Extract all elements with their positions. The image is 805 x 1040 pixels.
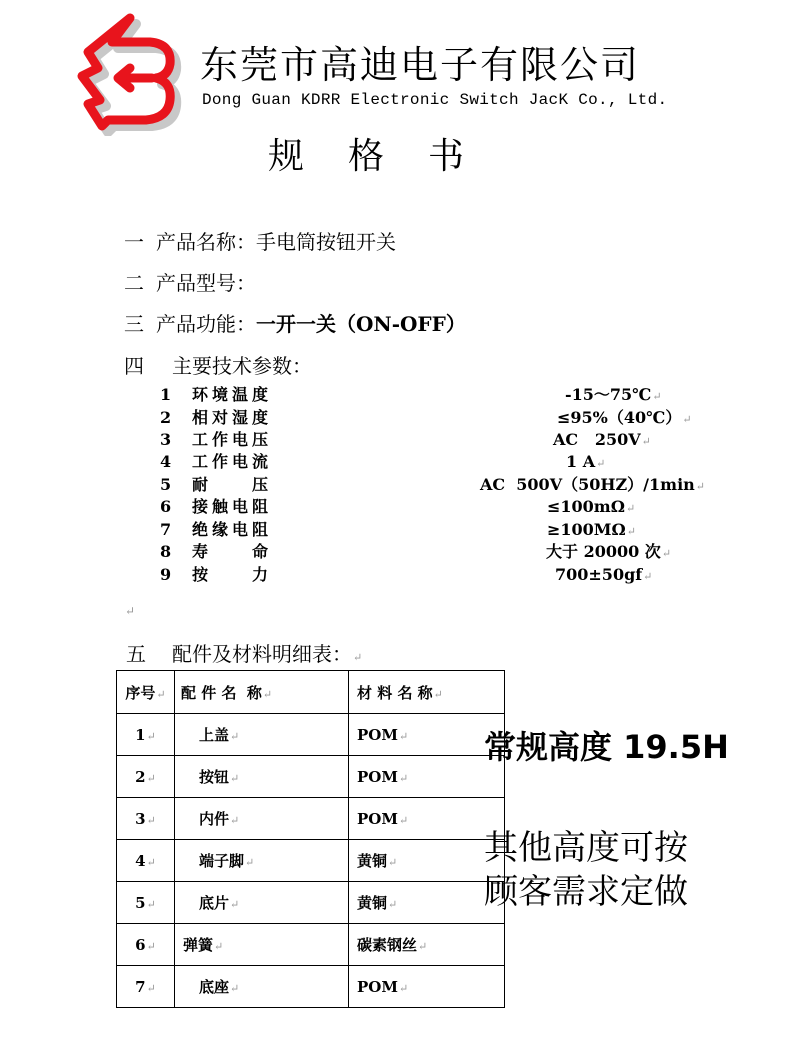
- cell-material: POM↵: [349, 966, 505, 1008]
- table-header-row: [117, 671, 505, 714]
- param-label: 工作电压: [192, 430, 268, 449]
- cell-no: 5↵: [117, 882, 175, 924]
- title-char: 书: [428, 136, 465, 177]
- return-mark-icon: ↵: [146, 729, 156, 743]
- return-mark-icon: ↵: [245, 856, 255, 869]
- return-mark-icon: ↵: [682, 413, 692, 426]
- table-row: [117, 924, 505, 966]
- param-index: 2: [160, 408, 172, 427]
- section-product-name: [124, 226, 396, 255]
- return-mark-icon: ↵: [626, 525, 636, 538]
- return-mark-icon: ↵: [418, 940, 428, 953]
- param-value: 大于 20000 次↵: [546, 542, 672, 561]
- section-number: 一: [124, 230, 144, 254]
- table-row: [117, 882, 505, 924]
- return-mark-icon: ↵: [146, 981, 156, 995]
- param-value: AC 500V（50HZ）/1min↵: [480, 475, 706, 494]
- return-mark-icon: ↵: [388, 856, 398, 869]
- standard-height-note: 常规高度 19.5H: [484, 728, 729, 766]
- header-cell-no: 序号↵: [117, 671, 175, 714]
- section-number: 二: [124, 271, 144, 295]
- section-label: 产品名称：: [156, 230, 256, 254]
- cell-no: 7↵: [117, 966, 175, 1008]
- section-number: 三: [124, 312, 144, 336]
- title-char: 格: [348, 136, 385, 177]
- section-label: 产品型号：: [156, 271, 256, 295]
- param-label: 环境温度: [192, 385, 268, 404]
- param-index: 9: [160, 565, 172, 584]
- kdrr-logo-icon: [72, 12, 190, 136]
- header-cell-part: 配 件 名 称↵: [175, 671, 349, 714]
- section-number: 五: [126, 642, 146, 666]
- param-index: 5: [160, 475, 172, 494]
- param-label: 耐 压: [192, 475, 268, 494]
- cell-no: 1↵: [117, 714, 175, 756]
- param-index: 6: [160, 497, 172, 516]
- return-mark-icon: ↵: [146, 771, 156, 785]
- param-label: 工作电流: [192, 452, 268, 471]
- param-index: 7: [160, 520, 172, 539]
- param-row: [160, 451, 268, 473]
- cell-part: 按钮↵: [175, 756, 349, 798]
- section-label: 产品功能：: [156, 312, 256, 336]
- document-title: [268, 128, 508, 179]
- return-mark-icon: ↵: [230, 814, 240, 827]
- cell-part: 上盖↵: [175, 714, 349, 756]
- cell-part: 内件↵: [175, 798, 349, 840]
- param-value: ≥100MΩ↵: [547, 520, 636, 539]
- return-mark-icon: ↵: [652, 390, 662, 403]
- param-index: 4: [160, 452, 172, 471]
- title-char: 规: [268, 136, 305, 177]
- company-logo: [72, 12, 190, 136]
- param-row: [160, 384, 268, 406]
- cell-part: 底片↵: [175, 882, 349, 924]
- cell-material: 碳素钢丝↵: [349, 924, 505, 966]
- return-mark-icon: ↵: [146, 855, 156, 869]
- cell-part: 端子脚↵: [175, 840, 349, 882]
- cell-material: POM↵: [349, 714, 505, 756]
- param-value: -15～75℃↵: [565, 385, 662, 404]
- param-label: 接触电阻: [192, 497, 268, 516]
- param-index: 3: [160, 430, 172, 449]
- return-mark-icon: ↵: [661, 547, 672, 560]
- param-row: [160, 496, 268, 518]
- return-mark-icon: ↵: [388, 898, 398, 911]
- return-mark-icon: ↵: [398, 813, 409, 827]
- return-mark-icon: ↵: [643, 570, 653, 583]
- return-mark-icon: ↵: [230, 730, 240, 743]
- cell-part: 底座↵: [175, 966, 349, 1008]
- section-value: 手电筒按钮开关: [256, 230, 396, 254]
- return-mark-icon: ↵: [146, 813, 156, 827]
- section-number: 四: [124, 354, 144, 378]
- custom-note-line: 顾客需求定做: [484, 872, 688, 912]
- cell-material: 黄铜↵: [349, 882, 505, 924]
- custom-height-note: [484, 826, 688, 914]
- section-parts-list: [126, 638, 362, 667]
- header-cell-material: 材 料 名 称↵: [349, 671, 505, 714]
- table-row: [117, 840, 505, 882]
- cell-no: 4↵: [117, 840, 175, 882]
- return-mark-icon: ↵: [146, 897, 156, 911]
- cell-no: 6↵: [117, 924, 175, 966]
- section-product-model: [124, 267, 256, 296]
- return-mark-icon: ↵: [641, 435, 651, 448]
- parts-table: [116, 670, 505, 1008]
- param-value: 700±50gf↵: [555, 565, 653, 584]
- return-mark-icon: ↵: [398, 771, 409, 785]
- cell-material: POM↵: [349, 798, 505, 840]
- cell-part: 弹簧↵: [175, 924, 349, 966]
- param-value: ≤100mΩ↵: [547, 497, 636, 516]
- param-row: [160, 474, 268, 496]
- return-mark-icon: ↵: [230, 898, 240, 911]
- param-row: [160, 429, 268, 451]
- return-mark-icon: ↵: [353, 651, 363, 664]
- return-mark-icon: ↵: [695, 480, 706, 493]
- table-row: [117, 798, 505, 840]
- return-mark-icon: ↵: [125, 604, 136, 618]
- param-value: 1 A↵: [566, 452, 606, 471]
- return-mark-icon: ↵: [214, 940, 224, 953]
- param-row: [160, 519, 268, 541]
- return-mark-icon: ↵: [398, 981, 409, 995]
- param-index: 1: [160, 385, 172, 404]
- return-mark-icon: ↵: [262, 687, 273, 701]
- cell-material: POM↵: [349, 756, 505, 798]
- cell-no: 2↵: [117, 756, 175, 798]
- section-product-function: [124, 308, 466, 337]
- return-mark-icon: ↵: [156, 687, 166, 701]
- param-label: 按 力: [192, 565, 268, 584]
- section-tech-params: [124, 350, 312, 379]
- table-row: [117, 966, 505, 1008]
- table-row: [117, 714, 505, 756]
- section-label: 配件及材料明细表：: [172, 642, 352, 666]
- param-row: [160, 541, 268, 563]
- param-row: [160, 407, 268, 429]
- param-value: AC 250V↵: [553, 430, 651, 449]
- param-index: 8: [160, 542, 172, 561]
- section-value: 一开一关（ON-OFF）: [256, 312, 466, 336]
- cell-material: 黄铜↵: [349, 840, 505, 882]
- company-name-en: Dong Guan KDRR Electronic Switch JacK Co., Ltd.: [202, 91, 668, 109]
- param-label: 绝缘电阻: [192, 520, 268, 539]
- param-row: [160, 564, 268, 586]
- param-label: 寿 命: [192, 542, 268, 561]
- return-mark-icon: ↵: [146, 939, 156, 953]
- return-mark-icon: ↵: [230, 772, 240, 785]
- custom-note-line: 其他高度可按: [484, 828, 688, 868]
- company-name-cn: 东莞市高迪电子有限公司: [200, 43, 641, 87]
- section-label: 主要技术参数：: [172, 354, 312, 378]
- param-value: ≤95%（40℃）↵: [557, 408, 692, 427]
- return-mark-icon: ↵: [596, 457, 606, 470]
- param-label: 相对湿度: [192, 408, 268, 427]
- return-mark-icon: ↵: [230, 982, 240, 995]
- return-mark-icon: ↵: [398, 729, 409, 743]
- cell-no: 3↵: [117, 798, 175, 840]
- return-mark-icon: ↵: [625, 502, 636, 515]
- return-mark-icon: ↵: [433, 687, 443, 701]
- table-row: [117, 756, 505, 798]
